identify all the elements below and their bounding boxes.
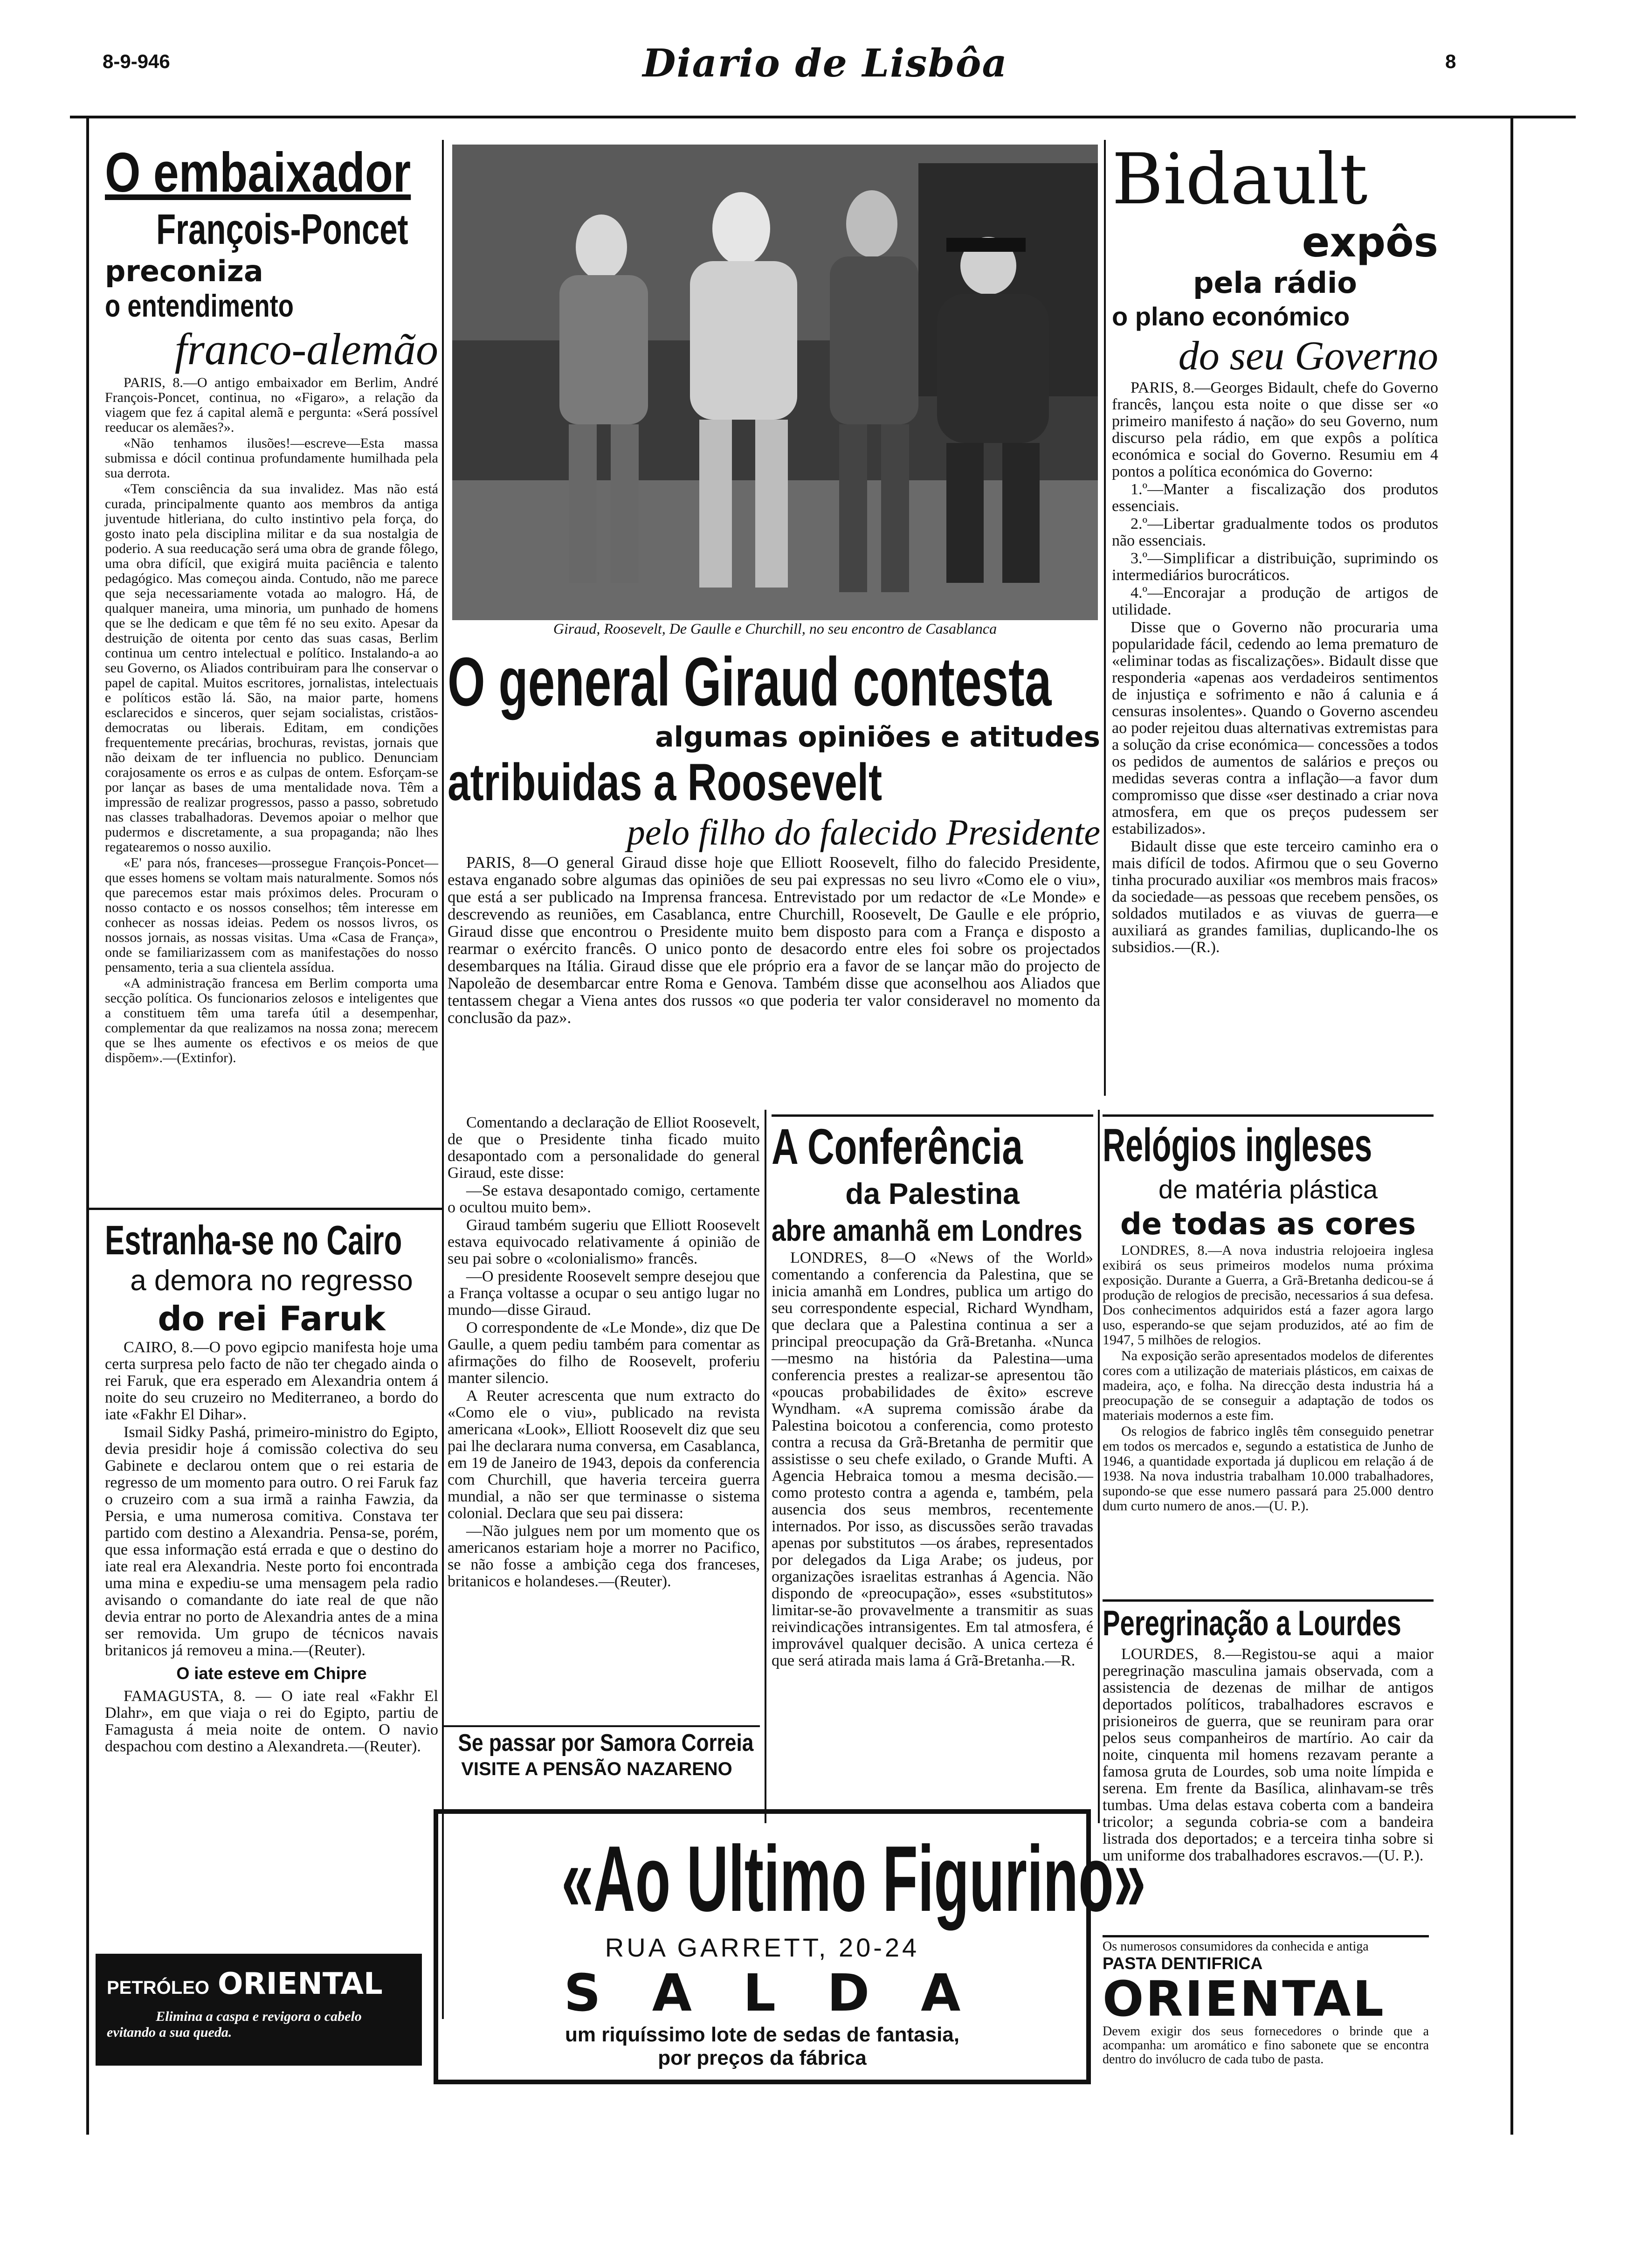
section-rule	[89, 1208, 442, 1210]
petroleo-tagline-2: evitando a sua queda.	[107, 2025, 232, 2040]
poncet-paragraph: «Tem consciência da sua invalidez. Mas não está curada, principalmente quanto aos membros da antiga juventude hitleriana, do culto instintivo pela força, do gosto inato pela disciplina militar e da sua nostalgia de poderio. A sua reeducação será uma obra de grande fôlego, uma obra difícil, que exigirá muita paciência e talento pedagógico. Mas começou ainda. Contudo, não me parece que seja necessariamente votada ao malogro. Há, de qualquer maneira, uma minoria, um punhado de homens que se lhe dedicam e que têm fé no seu exito. Apesar da destruição de oitenta por cento das suas casas, Berlim continua um centro intelectual e político. Instalando-a ao seu Governo, os Aliados contribuiram para lhe conservar o papel de capital. Muitos escritores, jornalistas, intelectuais e políticos estão lá. São, na maior parte, homens esclarecidos e sinceros, quer sejam socialistas, cristãos-democratas ou liberais. Editam, em condições frequentemente precárias, brochuras, revistas, jornais que não deixam de ter influencia no publico. Denunciam corajosamente os erros e as culpas de ontem. Esforçam-se por lançar as bases de uma mentalidade nova. Têm a impressão de realizar progressos, passo a passo, sobretudo nas classes trabalhadoras. Devemos apoiar o melhor que pudermos e discretamente, a sua propaganda; não lhes regatearemos o nosso auxilio.	[105, 481, 438, 855]
giraud-paragraph: A Reuter acrescenta que num extracto do «Como ele o viu», publicado na revista americana «Look», Elliott Roosevelt diz que seu pai lhe declarara numa conversa, em Casablanca, em 19 de Janeiro de 1943, depois da conferencia com Churchill, que haveria terceira guerra mundial, a não ser que terminasse o sistema colonial. Declara que seu pai dissera:	[448, 1387, 760, 1522]
cairo-article	[105, 1217, 438, 1944]
figurino-salda: SALDA	[564, 1963, 1012, 2023]
giraud-headline-3: atribuidas a Roosevelt	[448, 753, 883, 811]
samora-ad	[434, 1725, 760, 1791]
palestina-rule	[772, 1114, 1093, 1117]
lourdes-headline: Peregrinação a Lourdes	[1103, 1604, 1401, 1643]
poncet-headline-3: preconiza	[105, 254, 263, 288]
giraud-paragraph: —Se estava desapontado comigo, certamente o ocultou muito bem».	[448, 1182, 760, 1216]
bidault-headline-3: pela rádio	[1193, 266, 1357, 300]
bidault-list-item: 2.º—Libertar gradualmente todos os produtos não essenciais.	[1112, 515, 1438, 549]
bidault-headline-2: expôs	[1302, 218, 1438, 266]
photo-caption: Giraud, Roosevelt, De Gaulle e Churchill, no seu encontro de Casablanca	[452, 620, 1098, 639]
pasta-rule	[1103, 1935, 1429, 1937]
giraud-paragraph: —O presidente Roosevelt sempre desejou que a França voltasse a ocupar o seu antigo lugar no mundo—disse Giraud.	[448, 1268, 760, 1319]
palestina-article	[772, 1114, 1093, 1786]
column-rule-3	[765, 1110, 766, 1823]
relogios-paragraph: Na exposição serão apresentados modelos de diferentes cores com a utilização de materiais plásticos, em caixas de madeira, aço, e folha. Na direcção desta industria há a preocupação de se conseguir a adaptação de todos os materiais modernos a este fim.	[1103, 1348, 1434, 1423]
cairo-headline-2: a demora no regresso	[130, 1265, 413, 1297]
petroleo-brand: PETRÓLEO	[107, 1978, 210, 1998]
giraud-article	[448, 643, 1100, 1110]
relogios-headline-2: de matéria plástica	[1158, 1175, 1378, 1204]
oriental-brand: ORIENTAL	[218, 1967, 383, 2001]
cairo-subhead: O iate esteve em Chipre	[176, 1664, 367, 1683]
giraud-body-narrow	[448, 1114, 760, 1590]
giraud-headline-1: O general Giraud contesta	[448, 643, 1052, 720]
bidault-headline-4: o plano económico	[1112, 302, 1350, 331]
relogios-paragraph: Os relogios de fabrico inglês têm conseguido penetrar em todos os mercados e, segundo a estatistica de Junho de 1946, a quantidade exportada já duplicou em relação á de 1938. Na nova industria trabalham 10.000 trabalhadores, supondo-se que esse numero passará para 25.000 dentro dum curto numero de anos.—(U. P.).	[1103, 1424, 1434, 1514]
figurino-address: RUA GARRETT, 20-24	[605, 1933, 920, 1962]
poncet-headline-1: O embaixador	[105, 141, 411, 204]
pasta-ad	[1103, 1935, 1429, 2084]
cairo-paragraph: FAMAGUSTA, 8. — O iate real «Fakhr El Dlahr», em que viaja o rei do Egipto, partiu de Famagusta á meia noite de ontem. O navio despachou com destino a Alexandreta.—(Reuter).	[105, 1687, 438, 1755]
figurino-line-2: por preços da fábrica	[658, 2047, 867, 2069]
bidault-headline-1: Bidault	[1112, 139, 1368, 220]
relogios-article	[1103, 1114, 1434, 1599]
poncet-headline-2: François-Poncet	[156, 206, 408, 253]
lourdes-body	[1103, 1646, 1434, 1864]
palestina-headline-1: A Conferência	[772, 1118, 1023, 1175]
giraud-paragraph: —Não julgues nem por um momento que os americanos estariam hoje a morrer no Pacifico, se não fosse a ambição cega dos franceses, britanicos e holandeses.—(Reuter).	[448, 1522, 760, 1590]
bidault-article	[1112, 140, 1438, 1096]
cairo-body-2	[105, 1688, 438, 1755]
masthead-rule	[70, 116, 1576, 118]
bidault-paragraph: Bidault disse que este terceiro caminho era o mais difícil de todos. Afirmou que o seu Governo tinha procurado auxiliar «os membros mais fracos» da sociedade—as pessoas que recebem pensões, os soldados mutilados e as viuvas de guerra—e auxiliará as grandes familias, duplicando-lhe os subsidios.—(R.).	[1112, 838, 1438, 956]
bidault-paragraph: Disse que o Governo não procuraria uma popularidade fácil, cedendo ao lema prematuro de «eliminar todas as fiscalizações». Bidault disse que responderia «apenas aos verdadeiros sentimentos de injustiça e sofrimento e não á calunia e á censuras insolentes». Quando o Governo ascendeu ao poder rejeitou duas alternativas extremistas para a solução da crise económica— concessões a todos os pedidos de aumentos de salários e preços ou medidas severas contra a inflação—a favor dum compromisso que disse «ser destinado a criar nova atmosfera, em que os preços pudessem ser estabilizados».	[1112, 619, 1438, 837]
palestina-headline-3: abre amanhã em Londres	[772, 1214, 1083, 1247]
palestina-body	[772, 1250, 1093, 1669]
samora-line-1: Se passar por Samora Correia	[458, 1729, 754, 1756]
poncet-headline-5: franco-alemão	[174, 324, 438, 374]
giraud-paragraph: Giraud também sugeriu que Elliott Roosevelt estava equivocado relativamente á opinião de seu pai sobre o «colonialismo» francês.	[448, 1217, 760, 1267]
bidault-list-item: 1.º—Manter a fiscalização dos produtos essenciais.	[1112, 481, 1438, 515]
lourdes-article	[1103, 1599, 1434, 1935]
column-rule-4	[1098, 1110, 1100, 1823]
figurino-ad	[434, 1809, 1146, 2084]
giraud-headline-2: algumas opiniões e atitudes	[655, 721, 1100, 754]
relogios-body	[1103, 1243, 1434, 1514]
figurino-name: «Ao Ultimo Figurino»	[561, 1827, 1146, 1931]
left-frame-rule	[86, 116, 89, 2135]
casablanca-photo-image	[452, 145, 1098, 620]
pasta-label: PASTA DENTIFRICA	[1103, 1954, 1263, 1973]
pasta-text: Devem exigir dos seus fornecedores o brinde que a acompanha: um aromático e fino sabonete que se encontra dentro do invólucro de cada tubo de pasta.	[1103, 2024, 1429, 2067]
poncet-body	[105, 375, 438, 1065]
bidault-body	[1112, 380, 1438, 956]
casablanca-photo	[452, 145, 1098, 639]
cairo-headline-3: do rei Faruk	[158, 1299, 386, 1338]
bidault-list-item: 4.º—Encorajar a produção de artigos de utilidade.	[1112, 584, 1438, 618]
giraud-paragraph: PARIS, 8—O general Giraud disse hoje que Elliott Roosevelt, filho do falecido Presidente, estava enganado sobre algumas das opiniões de seu pai expressas no seu livro «Como ele o viu», que está a ser publicado na Imprensa francesa. Entrevistado por um redactor de «Le Monde» e descrevendo as reuniões, em Casablanca, entre Churchill, Roosevelt, De Gaulle e ele próprio, Giraud disse que encontrou o Presidente muito bem disposto para com a França e disposto a rearmar o exército francês. O unico ponto de desacordo entre eles foi sobre os projectados desembarques na Itália. Giraud disse que ele próprio era a favor de se lançar mão do projecto de Napoleão de desembarcar entre Roma e Genova. Também disse que aconselhou aos Aliados que tentassem chegar a Viena antes dos russos «o que poderia ter valor consideravel no momento da conclusão da paz».	[448, 853, 1100, 1027]
relogios-rule	[1103, 1114, 1434, 1117]
palestina-paragraph: LONDRES, 8—O «News of the World» comentando a conferencia da Palestina, que se inicia amanhã em Londres, publica um artigo do seu correspondente especial, Richard Wyndham, que declara que a Palestina continua a ser a principal preocupação da Grã-Bretanha. «Nunca—mesmo na história da Palestina—uma conferencia prestes a realizar-se apresentou tão «poucas probabilidades de êxito» escreve Wyndham. «A suprema comissão árabe da Palestina boicotou a conferencia, como protesto contra a recusa da Grã-Bretanha de permitir que assistisse o seu chefe exilado, o Grande Mufti. A Agencia Hebraica tomou a mesma decisão.—como protesto contra a agenda e, também, pela ausencia dos seus membros, recentemente internados. Por isso, as discussões serão travadas apenas por substitutos —os árabes, representados por delegados da Liga Arabe; os judeus, por organizações israelitas estranhas á Agencia. Não dispondo de «preocupação», esses «substitutos» limitar-se-ão provavelmente a transmitir as suas reivindicações intransigentes. Em tal atmosfera, é improvável qualquer decisão. A unica certeza é que será atirada mais lama á Grã-Bretanha.—R.	[772, 1249, 1093, 1669]
poncet-paragraph: «Não tenhamos ilusões!—escreve—Esta massa submissa e dócil continua profundamente humilhada pela sua derrota.	[105, 436, 438, 481]
relogios-headline-3: de todas as cores	[1120, 1207, 1416, 1242]
bidault-paragraph: PARIS, 8.—Georges Bidault, chefe do Governo francês, lançou esta noite o que disse ser «o primeiro manifesto á nação» do seu Governo, num discurso pela rádio, em que expôs a política económica e social do Governo. Resumiu em 4 pontos a política económica do Governo:	[1112, 379, 1438, 480]
poncet-paragraph: «A administração francesa em Berlim comporta uma secção política. Os funcionarios zelosos e inteligentes que a constituem têm uma tarefa útil a desempenhar, complementar da que realizamos na nossa zona; merecem que se lhes aumente os efectivos e os meios de que dispõem».—(Extinfor).	[105, 975, 438, 1065]
poncet-headline-4: o entendimento	[105, 288, 294, 324]
poncet-paragraph: PARIS, 8.—O antigo embaixador em Berlim, André François-Poncet, continua, no «Figaro», a relação da viagem que fez á capital alemã e pergunta: «Será possível reeducar os alemães?».	[105, 375, 438, 435]
lourdes-paragraph: LOURDES, 8.—Registou-se aqui a maior peregrinação masculina jamais observada, com a assistencia de dezenas de milhar de antigos deportados políticos, trabalhadores escravos e prisioneiros de guerra, que se reuniram para orar pelos seus companheiros de martírio. Ao cair da noite, cinquenta mil homens rezavam perante a famosa gruta de Lourdes, sob uma noite límpida e serena. Em frente da Basílica, alinhavam-se três tumbas. Uma delas estava coberta com a bandeira tricolor; a segunda cobria-se com a bandeira listrada dos deportados; e a terceira tinha sobre si um uniforme dos trabalhadores escravos.—(U. P.).	[1103, 1646, 1434, 1864]
samora-line-2: VISITE A PENSÃO NAZARENO	[461, 1759, 732, 1779]
petroleo-tagline-1: Elimina a caspa e revigora o cabelo	[156, 2009, 362, 2024]
samora-rule	[443, 1725, 760, 1727]
bidault-list-item: 3.º—Simplificar a distribuição, suprimindo os intermediários burocráticos.	[1112, 550, 1438, 584]
poncet-article	[105, 140, 438, 1222]
newspaper-title: Diario de Lisbôa	[642, 41, 1008, 86]
cairo-paragraph: Ismail Sidky Pashá, primeiro-ministro do Egipto, devia presidir hoje á comissão colectiva do seu Gabinete e declarou ontem que o rei estaria de regresso de um momento para outro. O rei Faruk faz o cruzeiro com a sua irmã a rainha Fawzia, da Persia, e uma numerosa comitiva. Constava ter partido com destino a Alexandria. Pensa-se, porém, que essa informação está errada e que o destino do iate real era Alexandria. Neste porto foi encontrada uma mina e expediu-se uma mensagem pela radio avisando o comandante do iate real de que não devia entrar no porto de Alexandria antes de a mina ser removida. Um grupo de técnicos navais britanicos já removeu a mina.—(Reuter).	[105, 1424, 438, 1659]
giraud-paragraph: Comentando a declaração de Elliot Roosevelt, de que o Presidente tinha ficado muito desapontado com a personalidade do general Giraud, este disse:	[448, 1114, 760, 1182]
figurino-line-1: um riquíssimo lote de sedas de fantasia,	[565, 2023, 960, 2046]
giraud-article-continued	[448, 1114, 760, 1721]
petroleo-ad	[96, 1954, 422, 2066]
pasta-intro: Os numerosos consumidores da conhecida e antiga	[1103, 1939, 1369, 1954]
giraud-headline-4: pelo filho do falecido Presidente	[627, 812, 1100, 852]
poncet-paragraph: «E' para nós, franceses—prossegue François-Poncet—que esses homens se voltam mais naturalmente. Somos nós que parecemos estar mais próximos deles. Procuram o nosso contacto e os nossos conselhos; têm interesse em conhecer as nossas ideias. Pedem os nossos livros, os nossos jornais, as nossas visitas. Uma «Casa de França», onde se familiarizassem com as manifestações do nosso pensamento, teria a sua clientela assídua.	[105, 855, 438, 975]
cairo-headline-1: Estranha-se no Cairo	[105, 1217, 402, 1263]
issue-date: 8-9-946	[103, 50, 170, 72]
giraud-body-wide	[448, 854, 1100, 1026]
right-frame-rule	[1510, 116, 1513, 2135]
cairo-paragraph: CAIRO, 8.—O povo egipcio manifesta hoje uma certa surpresa pelo facto de não ter chegado ainda o rei Faruk, que era esperado em Alexandria ontem á noite do seu cruzeiro no Mediterraneo, a bordo do iate «Fakhr El Dihar».	[105, 1339, 438, 1423]
bidault-headline-5: do seu Governo	[1178, 333, 1438, 379]
column-rule-2	[1104, 140, 1106, 1096]
page-number: 8	[1445, 50, 1456, 72]
cairo-body	[105, 1339, 438, 1659]
pasta-brand: ORIENTAL	[1103, 1971, 1386, 2027]
palestina-headline-2: da Palestina	[845, 1177, 1020, 1210]
giraud-paragraph: O correspondente de «Le Monde», diz que De Gaulle, a quem pediu também para comentar as afirmações do filho de Roosevelt, proferiu manter silencio.	[448, 1319, 760, 1387]
relogios-paragraph: LONDRES, 8.—A nova industria relojoeira inglesa exibirá os seus primeiros modelos numa próxima exposição. Durante a Guerra, a Grã-Bretanha dedicou-se á produção de relogios de precisão, necessarios á sua defesa. Dos conhecimentos adquiridos está a fazer agora largo uso, esperando-se que sejam produzidos, até ao fim de 1947, 5 milhões de relogios.	[1103, 1243, 1434, 1348]
relogios-headline-1: Relógios ingleses	[1103, 1119, 1372, 1171]
